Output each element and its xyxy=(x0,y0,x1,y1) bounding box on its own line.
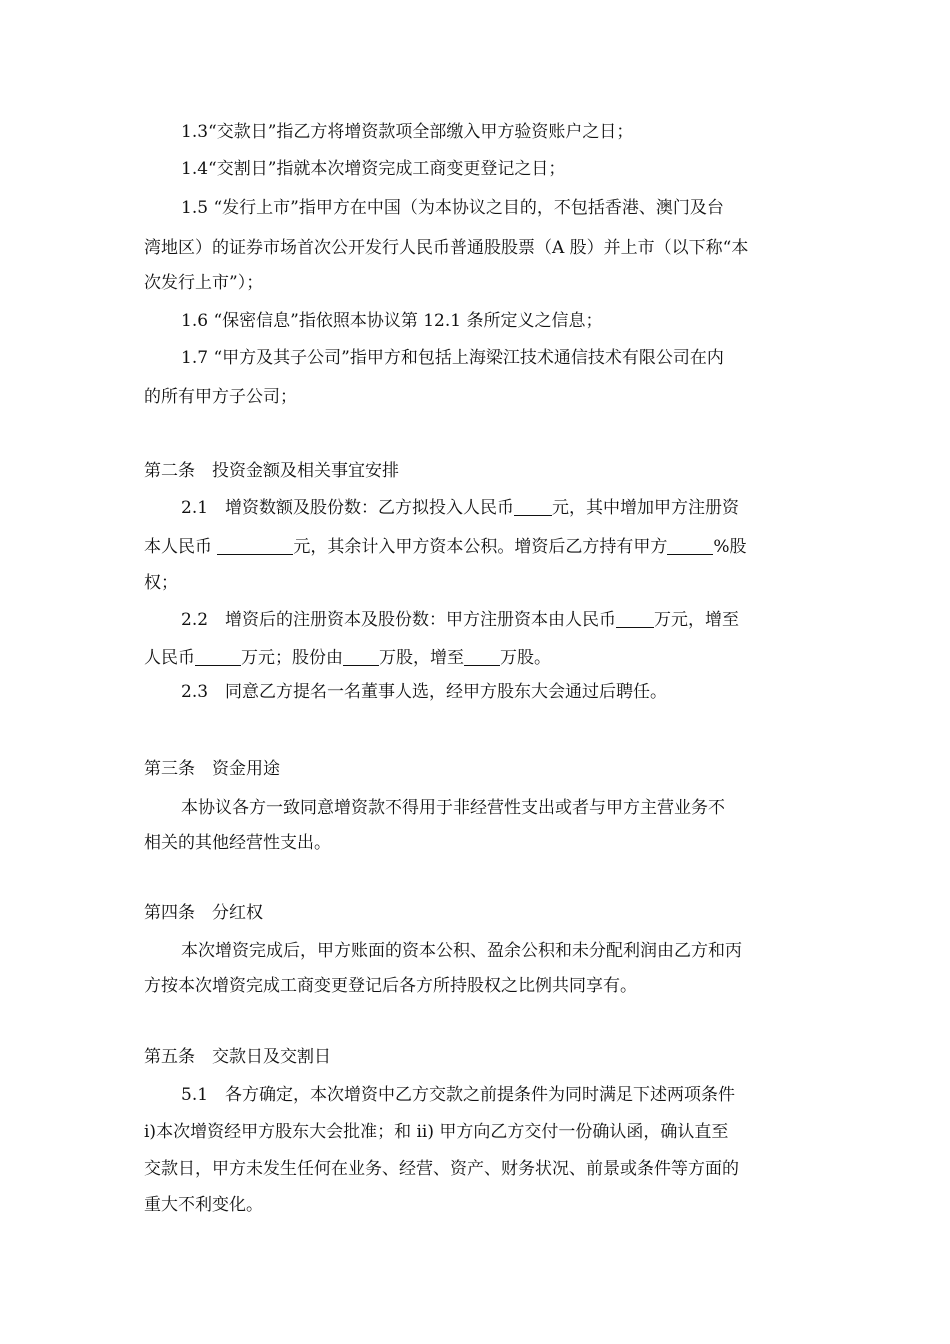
clause-2-2-text-b: 万元，增至 xyxy=(654,610,740,630)
clause-5-1-line1: 5.1 各方确定，本次增资中乙方交款之前提条件为同时满足下述两项条件 xyxy=(181,1085,736,1105)
amount-blank[interactable] xyxy=(514,499,552,516)
article-3-line1: 本协议各方一致同意增资款不得用于非经营性支出或者与甲方主营业务不 xyxy=(181,798,725,818)
clause-5-1-line4: 重大不利变化。 xyxy=(144,1195,263,1215)
clause-2-1-line1 xyxy=(181,496,739,520)
clause-2-1-text-b: 元，其中增加甲方注册资 xyxy=(552,498,740,518)
clause-2-1-text-a: 2.1 增资数额及股份数：乙方拟投入人民币 xyxy=(181,498,515,518)
clause-2-2-text-e: 万股，增至 xyxy=(379,648,464,668)
article-2-heading: 第二条 投资金额及相关事宜安排 xyxy=(144,461,399,481)
article-4-line2: 方按本次增资完成工商变更登记后各方所持股权之比例共同享有。 xyxy=(144,976,637,996)
clause-2-2-text-d: 万元；股份由 xyxy=(241,648,343,668)
clause-2-2-text-a: 2.2 增资后的注册资本及股份数：甲方注册资本由人民币 xyxy=(181,610,617,630)
article-5-heading: 第五条 交款日及交割日 xyxy=(144,1047,331,1067)
clause-5-1-line2: i)本次增资经甲方股东大会批准；和 ii) 甲方向乙方交付一份确认函，确认直至 xyxy=(144,1122,729,1142)
shares-from-blank[interactable] xyxy=(343,649,379,666)
clause-2-1-line2 xyxy=(144,535,747,559)
article-4-line1: 本次增资完成后，甲方账面的资本公积、盈余公积和未分配利润由乙方和丙 xyxy=(181,941,742,961)
article-3-heading: 第三条 资金用途 xyxy=(144,759,280,779)
clause-2-1-text-e: %股 xyxy=(713,537,747,557)
article-3-line2: 相关的其他经营性支出。 xyxy=(144,833,331,853)
clause-2-2-text-c: 人民币 xyxy=(144,648,195,668)
clause-1-5-line2: 湾地区）的证券市场首次公开发行人民币普通股股票（A 股）并上市（以下称“本 xyxy=(144,238,749,258)
clause-1-5-line3: 次发行上市”）； xyxy=(144,273,264,293)
clause-2-3: 2.3 同意乙方提名一名董事人选，经甲方股东大会通过后聘任。 xyxy=(181,682,668,702)
clause-1-7-line1: 1.7 “甲方及其子公司”指甲方和包括上海梁江技术通信技术有限公司在内 xyxy=(181,348,724,368)
clause-2-2-text-f: 万股。 xyxy=(500,648,551,668)
capital-from-blank[interactable] xyxy=(616,611,654,628)
clause-2-2-line2 xyxy=(144,646,551,670)
clause-1-6: 1.6 “保密信息”指依照本协议第 12.1 条所定义之信息； xyxy=(181,311,603,331)
shares-to-blank[interactable] xyxy=(464,649,500,666)
registered-capital-blank[interactable] xyxy=(217,538,293,555)
article-4-heading: 第四条 分红权 xyxy=(144,903,263,923)
clause-2-1-text-c: 本人民币 xyxy=(144,537,218,557)
equity-percent-blank[interactable] xyxy=(667,538,713,555)
clause-2-2-line1 xyxy=(181,608,739,632)
clause-5-1-line3: 交款日，甲方未发生任何在业务、经营、资产、财务状况、前景或条件等方面的 xyxy=(144,1159,739,1179)
clause-2-1-text-d: 元，其余计入甲方资本公积。增资后乙方持有甲方 xyxy=(293,537,668,557)
capital-to-blank[interactable] xyxy=(195,649,241,666)
clause-2-1-line3: 权； xyxy=(144,573,178,593)
clause-1-7-line2: 的所有甲方子公司； xyxy=(144,387,297,407)
clause-1-4: 1.4“交割日”指就本次增资完成工商变更登记之日； xyxy=(181,159,566,179)
clause-1-5-line1: 1.5 “发行上市”指甲方在中国（为本协议之目的，不包括香港、澳门及台 xyxy=(181,198,724,218)
clause-1-3: 1.3“交款日”指乙方将增资款项全部缴入甲方验资账户之日； xyxy=(181,122,634,142)
